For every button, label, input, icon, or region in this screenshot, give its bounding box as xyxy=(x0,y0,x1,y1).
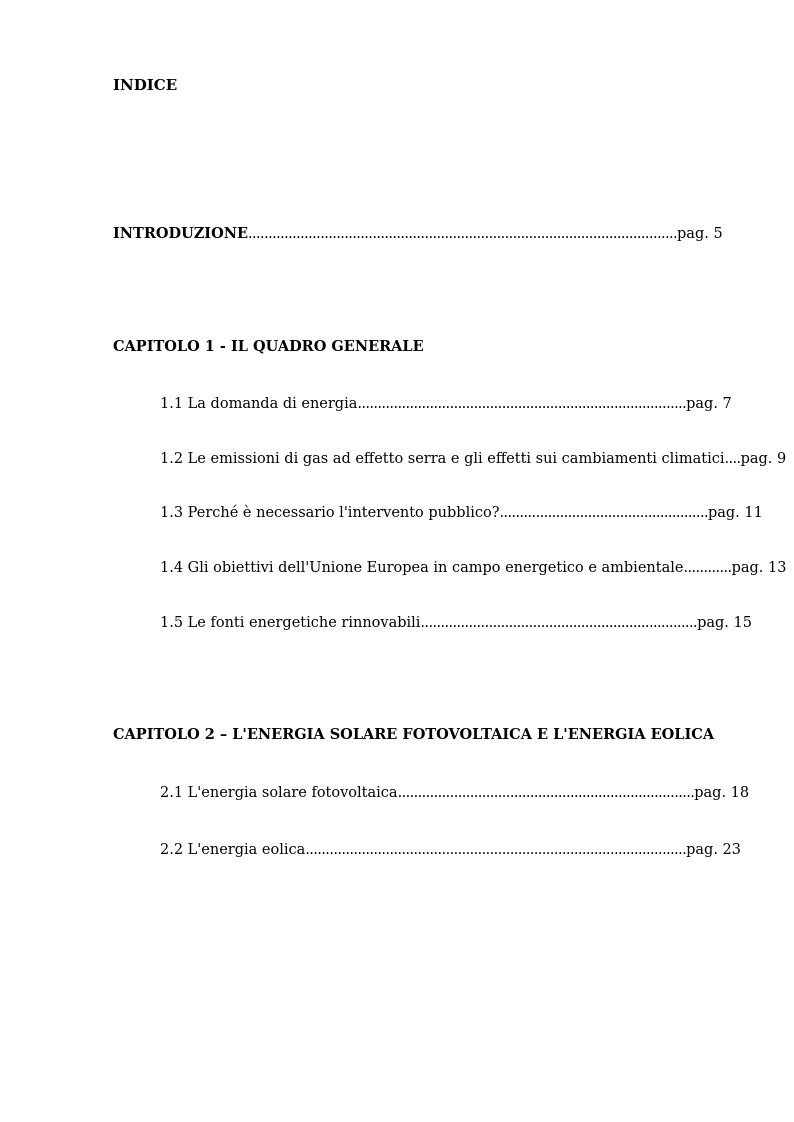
toc-page-number: pag. 11 xyxy=(707,505,763,521)
toc-entry-section xyxy=(160,841,741,859)
toc-entry-section xyxy=(160,614,752,632)
toc-leader-dots: .................................................... xyxy=(499,505,708,521)
toc-page-number: pag. 5 xyxy=(677,226,723,242)
toc-leader-dots: .......................................................................... xyxy=(397,785,695,801)
chapter-heading: CAPITOLO 2 – L'ENERGIA SOLARE FOTOVOLTAICA E L'ENERGIA EOLICA xyxy=(113,726,715,743)
toc-entry-label: 1.2 Le emissioni di gas ad effetto serra e gli effetti sui cambiamenti climatici xyxy=(160,451,725,467)
toc-page-number: pag. 9 xyxy=(740,451,787,467)
toc-entry-label: 2.2 L'energia eolica xyxy=(160,842,306,858)
toc-leader-dots: .................................................................................. xyxy=(357,396,687,412)
toc-page-number: pag. 7 xyxy=(686,396,732,412)
toc-entry-label: 2.1 L'energia solare fotovoltaica xyxy=(160,785,398,801)
toc-page-number: pag. 15 xyxy=(697,615,752,631)
toc-leader-dots: .... xyxy=(724,451,741,467)
toc-entry-label: 1.5 Le fonti energetiche rinnovabili xyxy=(160,615,421,631)
page-title: INDICE xyxy=(113,76,178,94)
toc-entry-label: 1.3 Perché è necessario l'intervento pubblico? xyxy=(160,505,500,521)
toc-entry-label: INTRODUZIONE xyxy=(113,225,249,242)
toc-entry-label: 1.1 La domanda di energia xyxy=(160,396,358,412)
chapter-heading: CAPITOLO 1 - IL QUADRO GENERALE xyxy=(113,338,424,355)
toc-entry-section xyxy=(160,504,763,522)
toc-leader-dots: ............ xyxy=(683,560,732,576)
toc-entry-section xyxy=(160,559,786,577)
toc-leader-dots: ............................................................................................... xyxy=(305,842,687,858)
toc-page-number: pag. 23 xyxy=(686,842,742,858)
toc-entry-label: 1.4 Gli obiettivi dell'Unione Europea in campo energetico e ambientale xyxy=(160,560,684,576)
toc-entry-section xyxy=(160,450,786,468)
toc-entry-section xyxy=(160,395,732,413)
toc-entry-introduction xyxy=(113,225,723,243)
toc-leader-dots: ..................................................................... xyxy=(420,615,698,631)
toc-leader-dots: ........................................................................................................... xyxy=(248,226,678,242)
toc-entry-section xyxy=(160,784,749,802)
toc-page-number: pag. 18 xyxy=(694,785,750,801)
toc-page-number: pag. 13 xyxy=(731,560,787,576)
